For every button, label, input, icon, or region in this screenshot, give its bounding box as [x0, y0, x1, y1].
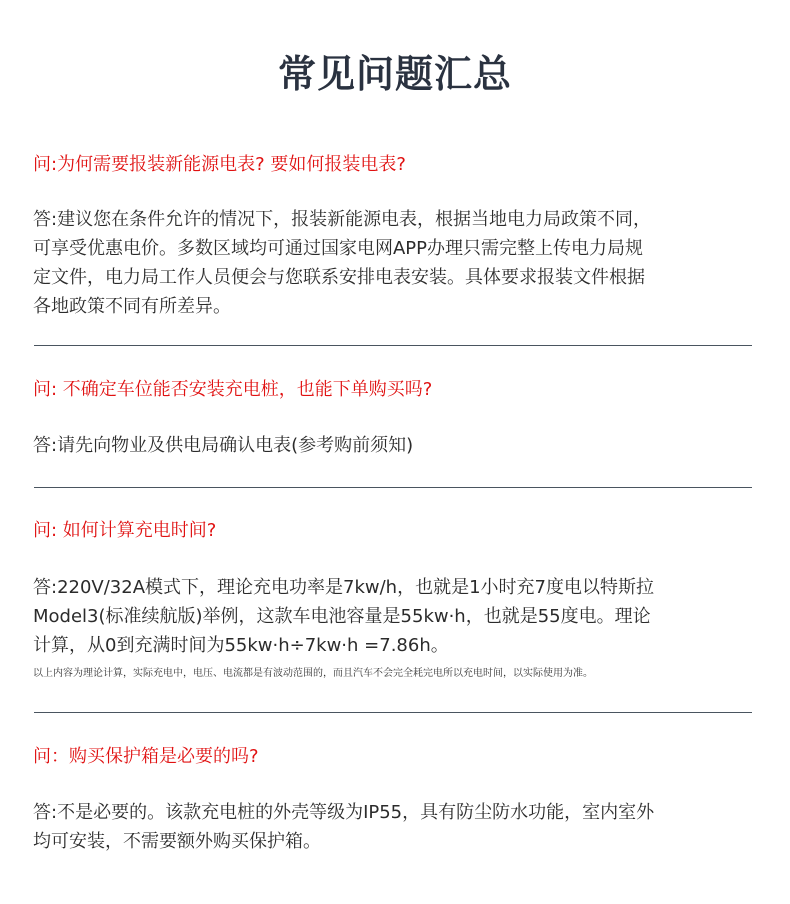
faq-answer: [33, 573, 753, 660]
faq-question: 问: 不确定车位能否安装充电桩，也能下单购买吗?: [33, 379, 433, 400]
page-title: 常见问题汇总: [277, 52, 512, 96]
faq-answer: [33, 205, 753, 321]
faq-item: [33, 744, 753, 770]
faq-answer: [33, 431, 753, 460]
answer-line: 可享受优惠电价。多数区域均可通过国家电网APP办理只需完整上传电力局规: [33, 238, 644, 259]
answer-line: 答:220V/32A模式下，理论充电功率是7kw/h，也就是1小时充7度电以特斯拉: [33, 577, 654, 598]
faq-question: 问:为何需要报装新能源电表? 要如何报装电表?: [33, 154, 406, 175]
answer-line: Model3(标准续航版)举例，这款车电池容量是55kw·h，也就是55度电。理论: [33, 606, 651, 627]
section-divider: [34, 712, 752, 713]
answer-line: 计算，从0到充满时间为55kw·h÷7kw·h =7.86h。: [33, 635, 449, 656]
answer-line: 各地政策不同有所差异。: [33, 296, 231, 317]
answer-line: 定文件，电力局工作人员便会与您联系安排电表安装。具体要求报装文件根据: [33, 267, 645, 288]
faq-question: 问：购买保护箱是必要的吗?: [33, 746, 259, 767]
answer-line: 答:建议您在条件允许的情况下，报装新能源电表，根据当地电力局政策不同，: [33, 209, 652, 230]
faq-note: 以上内容为理论计算，实际充电中，电压、电流都是有波动范围的，而且汽车不会完全耗完电所以充电时间，以实际使用为准。: [33, 668, 593, 679]
faq-item: [33, 152, 753, 178]
faq-question: 问: 如何计算充电时间?: [33, 520, 217, 541]
answer-line: 答:请先向物业及供电局确认电表(参考购前须知): [33, 435, 414, 456]
section-divider: [34, 487, 752, 488]
faq-answer: [33, 798, 753, 856]
faq-note-block: [33, 667, 753, 681]
faq-item: [33, 377, 753, 403]
answer-line: 均可安装，不需要额外购买保护箱。: [33, 831, 321, 852]
answer-line: 答:不是必要的。该款充电桩的外壳等级为IP55，具有防尘防水功能，室内室外: [33, 802, 655, 823]
faq-item: [33, 518, 753, 544]
section-divider: [34, 345, 752, 346]
